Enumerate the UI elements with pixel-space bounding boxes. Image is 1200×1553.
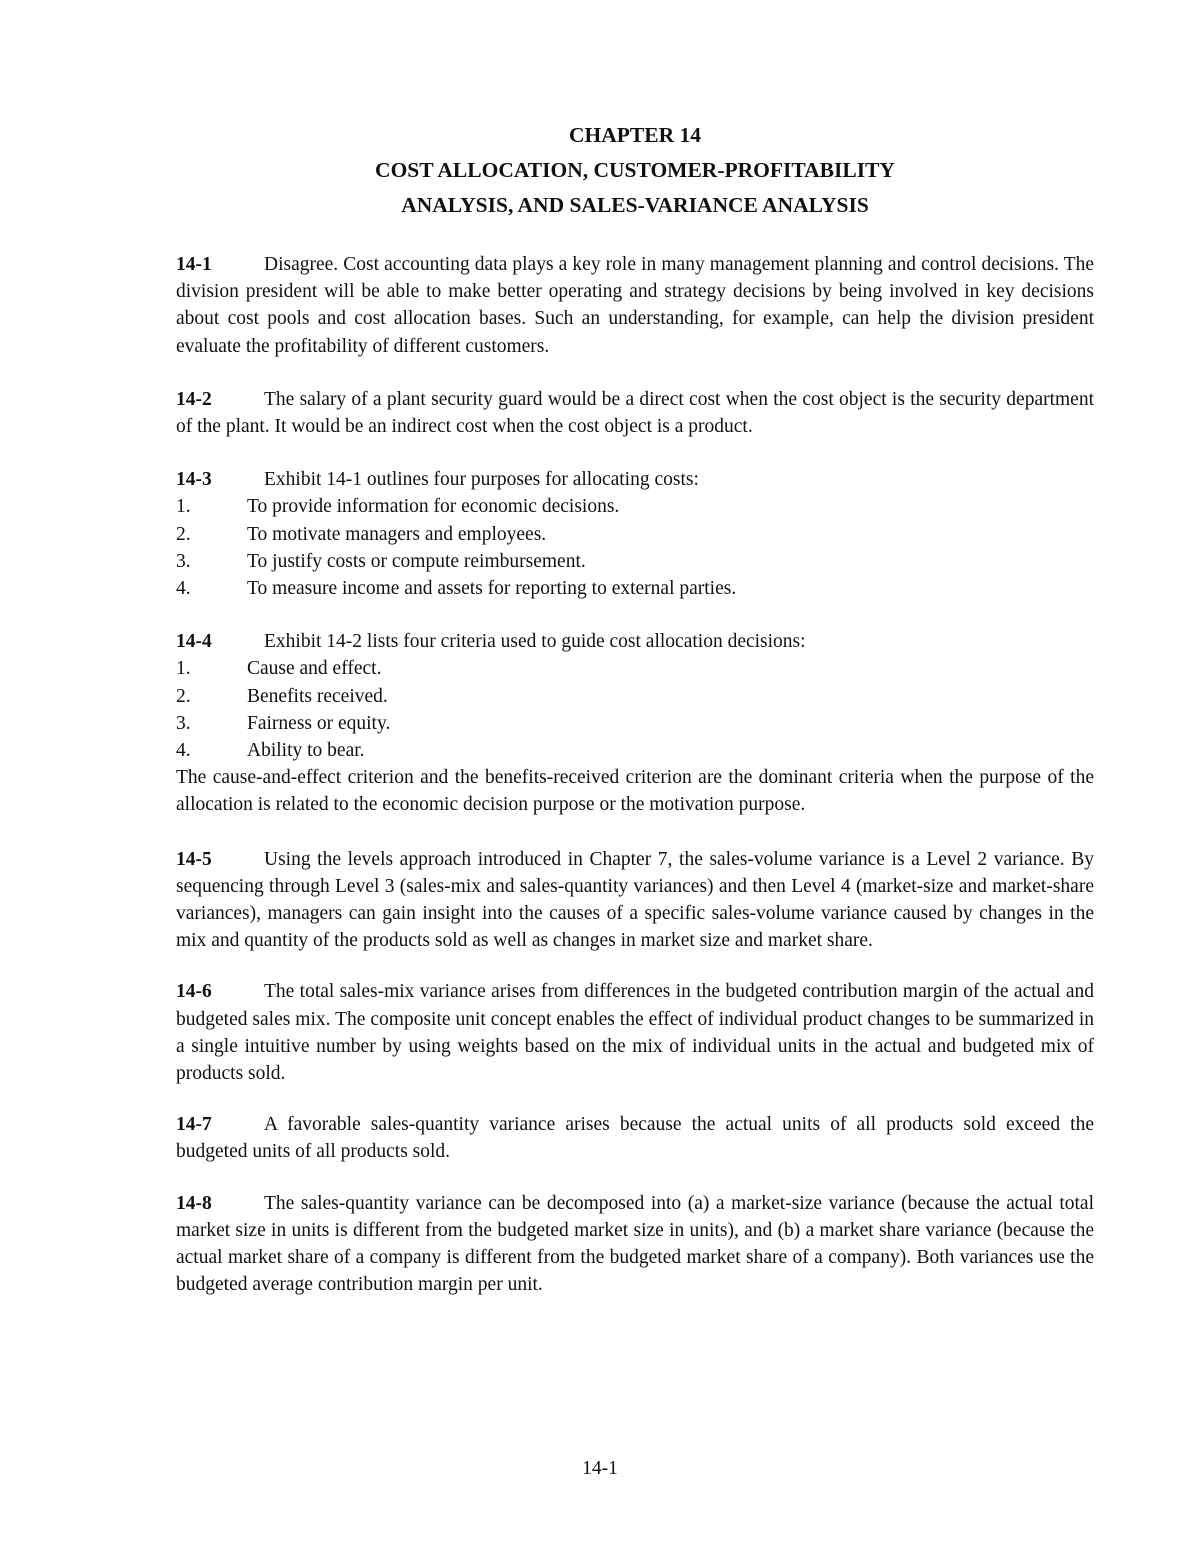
answer-text: A favorable sales-quantity variance arises because the actual units of all products sold exceed the budgeted units of all products sold. <box>176 1114 1094 1163</box>
answer-text: Using the levels approach introduced in Chapter 7, the sales-volume variance is a Level 2 variance. By sequencing through Level 3 (sales-mix and sales-quantity variances) and then Level 4 (market-size and market-share variances), managers can gain insight into the causes of a specific sales-volume variance caused by changes in the mix and quantity of the products sold as well as changes in market size and market share. <box>176 848 1094 952</box>
chapter-heading: CHAPTER 14 <box>569 123 701 147</box>
chapter-title-line-2: ANALYSIS, AND SALES-VARIANCE ANALYSIS <box>401 193 869 217</box>
answer-text: The salary of a plant security guard would be a direct cost when the cost object is the security department of the plant. It would be an indirect cost when the cost object is a product. <box>176 388 1094 438</box>
answer-text: The sales-quantity variance can be decomposed into (a) a market-size variance (because the actual total market size in units is different from the budgeted market size in units), and (b) a market share variance (because the actual market share of a company is different from the budgeted market share of a company). Both variances use the budgeted average contribution margin per unit. <box>176 1192 1094 1296</box>
page-content <box>176 118 1094 1299</box>
list-item: 3. To justify costs or compute reimbursement. <box>176 550 586 572</box>
answer-14-3 <box>176 466 1094 493</box>
list-item: 2. Benefits received. <box>176 685 388 707</box>
chapter-title-line-1: COST ALLOCATION, CUSTOMER-PROFITABILITY <box>375 158 895 182</box>
question-number: 14-1 <box>176 254 212 275</box>
answer-14-4 <box>176 628 1094 655</box>
list-item: 4. Ability to bear. <box>176 740 365 762</box>
answer-14-5 <box>176 846 1094 955</box>
answer-14-7 <box>176 1111 1094 1165</box>
page-number: 14-1 <box>582 1458 618 1479</box>
answer-text: The total sales-mix variance arises from differences in the budgeted contribution margin of the actual and budgeted sales mix. The composite unit concept enables the effect of individual product changes to be summarized in a single intuitive number by using weights based on the mix of individual units in the actual and budgeted mix of products sold. <box>176 981 1094 1085</box>
answer-text: Exhibit 14-1 outlines four purposes for allocating costs: <box>264 469 699 491</box>
question-number: 14-8 <box>176 1192 212 1214</box>
list-item: 4. To measure income and assets for reporting to external parties. <box>176 578 737 600</box>
answer-14-1 <box>176 251 1094 360</box>
list-item: 1. Cause and effect. <box>176 658 382 680</box>
question-number: 14-6 <box>176 981 212 1003</box>
question-number: 14-7 <box>176 1114 212 1136</box>
list-item: 2. To motivate managers and employees. <box>176 523 547 545</box>
list-item: 1. To provide information for economic decisions. <box>176 496 620 518</box>
answer-text: Disagree. Cost accounting data plays a key role in many management planning and control decisions. The division president will be able to make better operating and strategy decisions by being involved in key decisions about cost pools and cost allocation bases. Such an understanding, for example, can help the division president evaluate the profitability of different customers. <box>176 254 1094 357</box>
list-item: 3. Fairness or equity. <box>176 712 391 734</box>
question-number: 14-4 <box>176 631 212 653</box>
question-number: 14-5 <box>176 848 212 870</box>
answer-14-2 <box>176 386 1094 440</box>
answer-text: Exhibit 14-2 lists four criteria used to guide cost allocation decisions: <box>264 631 806 653</box>
criteria-explanation: The cause-and-effect criterion and the benefits-received criterion are the dominant criteria when the purpose of the allocation is related to the economic decision purpose or the motivation purpose. <box>176 767 1094 816</box>
answer-14-8 <box>176 1190 1094 1299</box>
question-number: 14-2 <box>176 388 212 410</box>
question-number: 14-3 <box>176 469 212 491</box>
purposes-list <box>176 493 1094 602</box>
criteria-list <box>176 655 1094 764</box>
answer-14-6 <box>176 978 1094 1087</box>
